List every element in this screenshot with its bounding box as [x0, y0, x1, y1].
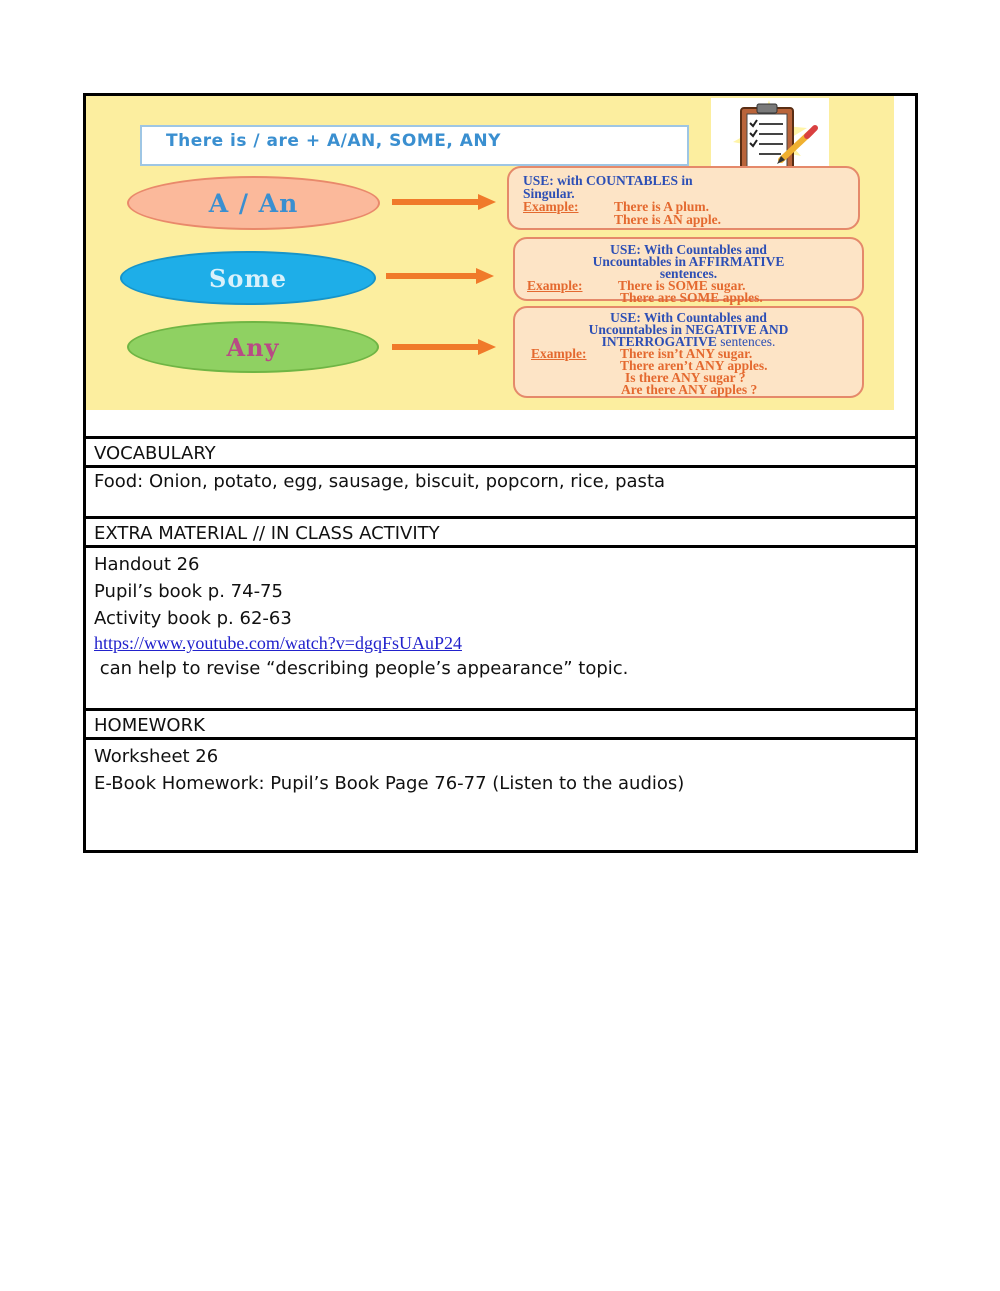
use-any-line3-a: INTERROGATIVE [601, 334, 717, 349]
oval-a-an-label: A / An [208, 188, 299, 218]
use-any-line3-b: sentences. [720, 334, 776, 349]
homework-body [86, 740, 915, 850]
arrow-right-icon [386, 268, 494, 284]
oval-some-label: Some [208, 263, 287, 293]
example-label: Example: [527, 278, 583, 293]
lesson-plan-table [83, 93, 918, 853]
use-a-an-line2: Singular. [523, 186, 575, 201]
example-some-2: There are SOME apples. [620, 290, 763, 305]
homework-ebook: E-Book Homework: Pupil’s Book Page 76-77 (Listen to the audios) [94, 773, 685, 794]
extra-line-activity-book: Activity book p. 62-63 [94, 608, 292, 629]
use-box-some [513, 237, 864, 305]
vocabulary-text: Food: Onion, potato, egg, sausage, biscuit, popcorn, rice, pasta [94, 471, 666, 492]
use-any-line2: Uncountables in NEGATIVE AND [588, 322, 789, 337]
example-any-2: There aren’t ANY apples. [620, 358, 768, 373]
example-any-1: There isn’t ANY sugar. [620, 346, 753, 361]
homework-heading: HOMEWORK [86, 711, 915, 740]
example-label: Example: [523, 199, 579, 214]
vocabulary-heading: VOCABULARY [86, 439, 915, 468]
use-some-line2: Uncountables in AFFIRMATIVE [592, 254, 785, 269]
example-any-4: Are there ANY apples ? [621, 382, 758, 397]
extra-line-pupils-book: Pupil’s book p. 74-75 [94, 581, 283, 602]
use-any-line1: USE: With Countables and [610, 310, 767, 325]
graphic-title-box [140, 125, 689, 166]
example-a-an-2-text: There is AN apple. [614, 212, 722, 227]
oval-any-label: Any [226, 332, 280, 362]
example-a-an-1: There is A plum. [614, 199, 710, 214]
use-some-line1: USE: With Countables and [610, 242, 767, 257]
extra-material-heading: EXTRA MATERIAL // IN CLASS ACTIVITY [86, 519, 915, 548]
use-box-any [513, 306, 864, 398]
use-box-a-an [507, 166, 860, 230]
graphic-title: There is / are + A/AN, SOME, ANY [166, 131, 501, 151]
extra-note: can help to revise “describing people’s appearance” topic. [94, 658, 629, 679]
vocabulary-body [86, 468, 915, 519]
youtube-link[interactable]: https://www.youtube.com/watch?v=dgqFsUAuP24 [94, 633, 462, 653]
arrow-right-icon [392, 339, 496, 355]
use-a-an-line1: USE: with COUNTABLES in [523, 173, 693, 188]
use-some-line3: sentences. [659, 266, 718, 281]
oval-some [120, 251, 376, 305]
homework-worksheet: Worksheet 26 [94, 746, 219, 767]
arrow-right-icon [392, 194, 496, 210]
grammar-graphic-cell [86, 96, 915, 439]
oval-a-an [127, 176, 380, 230]
example-label: Example: [531, 346, 587, 361]
grammar-graphic [86, 96, 894, 410]
extra-line-handout: Handout 26 [94, 554, 200, 575]
oval-any [127, 321, 379, 373]
example-any-3: Is there ANY sugar ? [625, 370, 746, 385]
example-some-1: There is SOME sugar. [618, 278, 746, 293]
extra-material-body [86, 548, 915, 711]
